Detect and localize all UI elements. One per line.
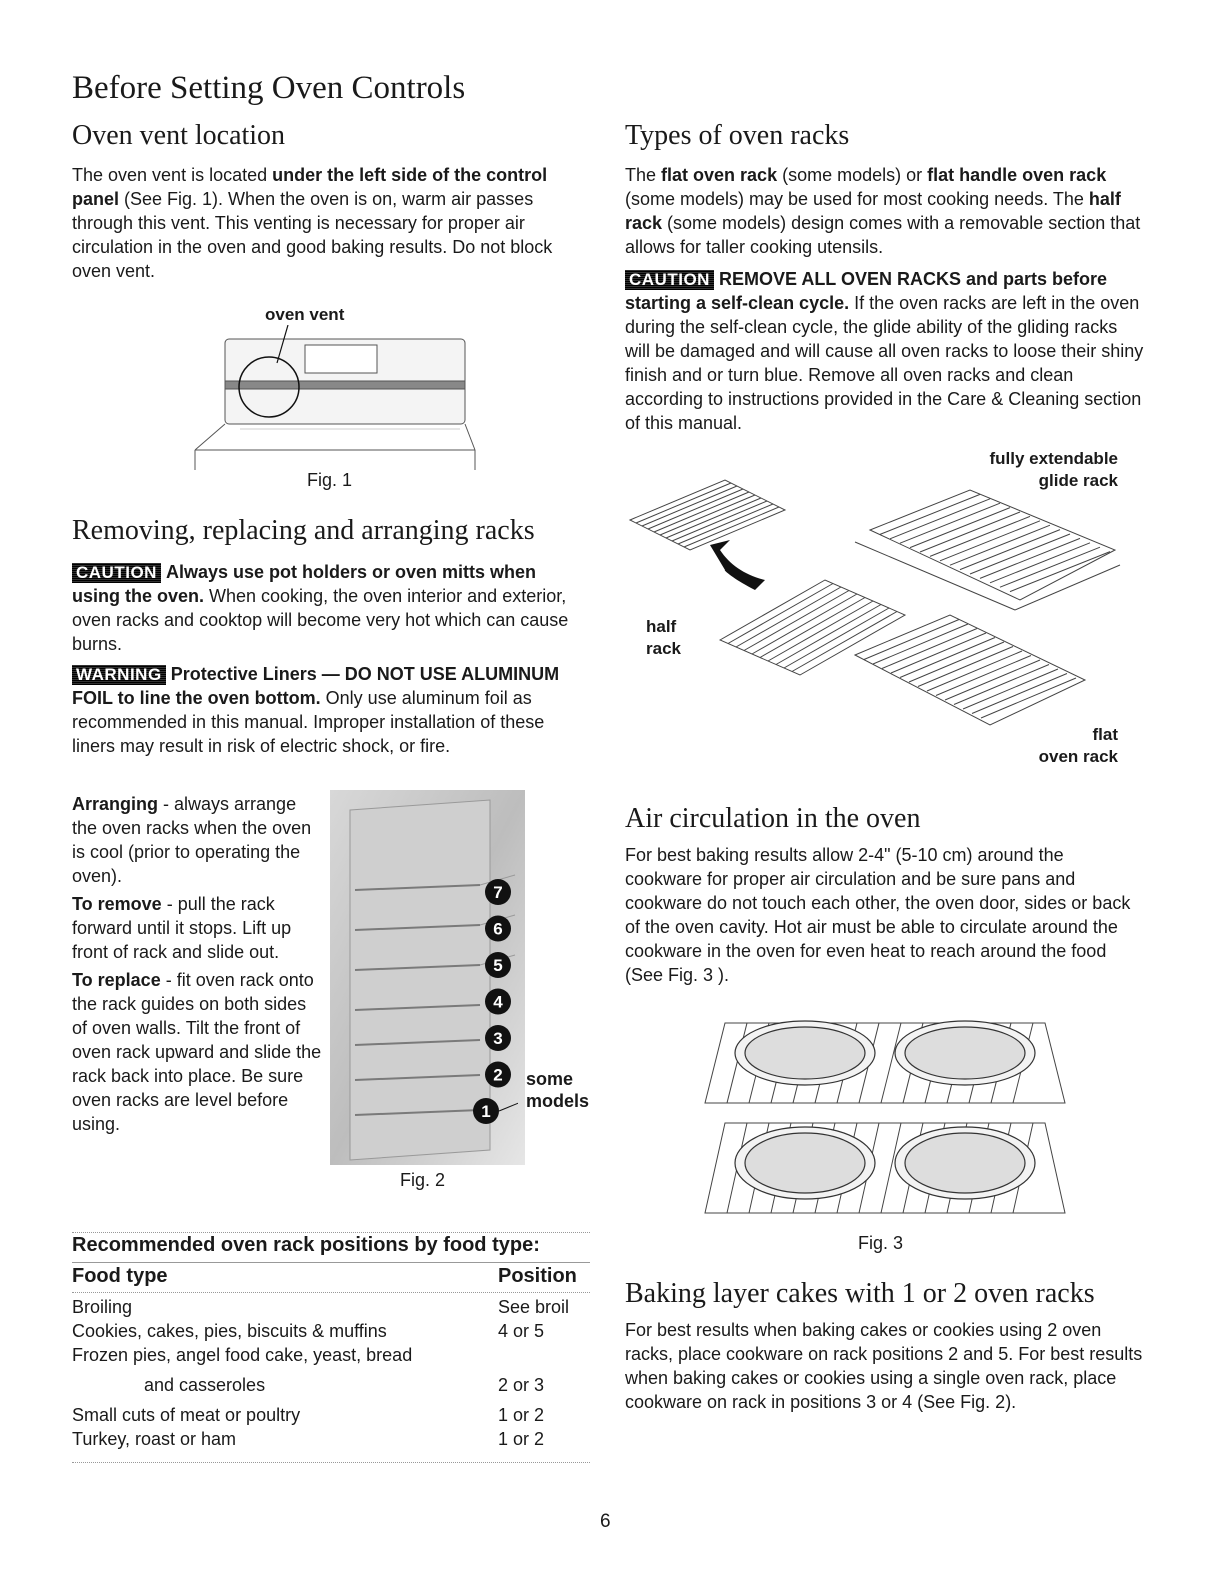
air-paragraph: For best baking results allow 2-4" (5-10 cm) around the cookware for proper air circulation and be sure pans and cookware do not touch each other, the oven door, sides or back of the oven cavity. Hot air must be able to circulate around the cookware in the oven for even heat to reach around the food (See Fig. 3 ).: [625, 845, 1131, 985]
food-type-cell: Broiling: [72, 1297, 133, 1317]
air-heading: Air circulation in the oven: [625, 803, 921, 834]
position-cell: 1 or 2: [498, 1429, 545, 1449]
food-type-cell: Turkey, roast or ham: [72, 1429, 237, 1449]
fig1-caption: Fig. 1: [307, 470, 353, 490]
glide-rack-label: fully extendable glide rack: [989, 449, 1118, 490]
some-models-pointer: [499, 1100, 518, 1111]
rack-wire: [945, 660, 1040, 700]
table-header-rule: [72, 1292, 590, 1293]
table-row: [72, 1343, 590, 1367]
rack-wire: [980, 538, 1080, 578]
oven-vent-figure: [185, 325, 485, 470]
rack-wire: [882, 629, 977, 669]
food-rack-table: [72, 1295, 590, 1451]
table-bottom-rule: [72, 1462, 590, 1463]
air-circulation-figure: [700, 1008, 1070, 1223]
rack-wire: [963, 669, 1058, 709]
racks-warning: WARNING Protective Liners — DO NOT USE ALUMINUM FOIL to line the oven bottom. Only use aluminum foil as recommended in this manual. Improper installation of these liners may result in risk of electric shock, or fire.: [72, 664, 560, 756]
rack-wire: [910, 508, 1010, 548]
svg-text:6: 6: [493, 919, 503, 939]
rack-wire: [873, 624, 968, 664]
position-cell: See broil: [498, 1297, 570, 1317]
rack-wire: [990, 543, 1090, 583]
rack-wire: [920, 512, 1020, 552]
position-cell: 2 or 3: [498, 1375, 545, 1395]
svg-text:4: 4: [493, 992, 503, 1012]
position-cell: [498, 1343, 590, 1367]
position-cell: 4 or 5: [498, 1321, 545, 1341]
svg-text:5: 5: [493, 956, 503, 975]
racks-caution: CAUTION Always use pot holders or oven mitts when using the oven. When cooking, the oven interior and exterior, oven racks and cooktop will become very hot which can cause burns.: [72, 562, 569, 654]
svg-text:3: 3: [493, 1029, 503, 1048]
recommended-title: Recommended oven rack positions by food type:: [72, 1234, 540, 1256]
rack-wire: [1010, 552, 1110, 592]
food-type-cell: Cookies, cakes, pies, biscuits & muffins: [72, 1321, 387, 1341]
rack-wire: [776, 605, 881, 665]
food-type-cell: Small cuts of meat or poultry: [72, 1405, 301, 1425]
layer-paragraph: For best results when baking cakes or cookies using 2 oven racks, place cookware on rack positions 2 and 5. For best results when baking cakes or cookies using a single oven rack, place cookware on rack in positions 3 or 4 (See Fig. 2).: [625, 1320, 1143, 1412]
svg-text:2: 2: [493, 1065, 503, 1085]
rack-wire: [950, 525, 1050, 565]
page-title: Before Setting Oven Controls: [72, 70, 466, 106]
layer-heading: Baking layer cakes with 1 or 2 oven racks: [625, 1278, 1095, 1309]
rack-wire: [900, 503, 1000, 543]
arranging-instructions: [72, 792, 322, 1136]
rack-position-4: [485, 989, 511, 1015]
table-row: [72, 1295, 590, 1319]
some-models-label: some models: [526, 1069, 590, 1111]
warning-badge: WARNING: [72, 665, 166, 685]
position-cell: 1 or 2: [498, 1405, 545, 1425]
svg-text:1: 1: [481, 1102, 491, 1121]
rack-wire: [972, 674, 1067, 714]
rack-wire: [752, 594, 857, 654]
rack-position-7: [485, 879, 511, 905]
rack-wire: [970, 534, 1070, 574]
rack-wire: [981, 678, 1076, 718]
food-type-cell: Frozen pies, angel food cake, yeast, bread: [72, 1345, 413, 1365]
remove-paragraph: To remove - pull the rack forward until it stops. Lift up front of rack and slide out.: [72, 894, 292, 962]
racks-heading: Removing, replacing and arranging racks: [72, 515, 535, 546]
rack-wire: [864, 620, 959, 660]
fig3-caption: Fig. 3: [858, 1233, 904, 1253]
fig2-caption: Fig. 2: [400, 1170, 446, 1190]
rack-position-numbers: [468, 878, 518, 1138]
caution-badge-2: CAUTION: [625, 270, 714, 290]
caution-badge: CAUTION: [72, 563, 161, 583]
arranging-paragraph: Arranging - always arrange the oven racks when the oven is cool (prior to operating the oven).: [72, 794, 312, 886]
rack-wire: [918, 647, 1013, 687]
page-number: 6: [600, 1511, 611, 1532]
rack-wire: [736, 587, 841, 647]
food-type-header: Food type: [72, 1265, 168, 1287]
rack-wire: [900, 638, 995, 678]
vent-heading: Oven vent location: [72, 120, 286, 151]
rack-wire: [936, 656, 1031, 696]
types-caution: CAUTION REMOVE ALL OVEN RACKS and parts before starting a self-clean cycle. If the oven racks are left in the oven during the self-clean cycle, the glide ability of the gliding racks will be damaged and will cause all oven racks to loose their shiny finish and or turn blue. Remove all oven racks and clean according to instructions provided in the Care & Cleaning section of this manual.: [625, 269, 1144, 433]
rack-wire: [792, 612, 897, 672]
oven-vent-label: oven vent: [265, 305, 345, 324]
types-heading: Types of oven racks: [625, 120, 850, 151]
rack-position-1: [473, 1098, 499, 1124]
rack-wire: [940, 521, 1040, 561]
table-row: [72, 1397, 590, 1427]
types-paragraph: The flat oven rack (some models) or flat handle oven rack (some models) may be used for most cooking needs. The half rack (some models) design comes with a removable section that allows for taller cooking utensils.: [625, 165, 1141, 257]
replace-paragraph: To replace - fit oven rack onto the rack guides on both sides of oven walls. Tilt the front of oven rack upward and slide the rack back into place. Be sure oven racks are level before using.: [72, 970, 322, 1134]
rack-wire: [960, 530, 1060, 570]
rack-wire: [909, 642, 1004, 682]
table-title-rule: [72, 1262, 590, 1263]
rack-wire: [930, 516, 1030, 556]
food-type-cell: and casseroles: [144, 1375, 266, 1395]
rack-position-2: [485, 1062, 511, 1088]
rack-wire: [927, 651, 1022, 691]
rack-wire: [880, 494, 980, 534]
rack-wire: [784, 608, 889, 668]
rack-position-5: [485, 952, 511, 978]
rack-wire: [1000, 547, 1100, 587]
rack-wire: [768, 601, 873, 661]
rack-wire: [760, 598, 865, 658]
position-header: Position: [498, 1265, 577, 1287]
flat-rack-label: flat oven rack: [1038, 725, 1118, 766]
rack-position-3: [485, 1025, 511, 1051]
rack-wire: [728, 584, 833, 644]
rack-position-6: [485, 916, 511, 942]
rack-wire: [954, 665, 1049, 705]
vent-paragraph: The oven vent is located under the left side of the control panel (See Fig. 1). When the oven is on, warm air passes through this vent. This venting is necessary for proper air circulation in the oven and good baking results. Do not block oven vent.: [72, 165, 553, 281]
rack-wire: [891, 633, 986, 673]
table-top-rule: [72, 1232, 590, 1233]
svg-text:7: 7: [493, 883, 503, 902]
table-row: [72, 1427, 590, 1451]
rack-wire: [890, 499, 990, 539]
table-header: [72, 1265, 590, 1288]
table-row: [72, 1319, 590, 1343]
rack-wire: [744, 591, 849, 651]
half-rack-label: half rack: [646, 617, 681, 658]
table-row: [72, 1367, 590, 1397]
